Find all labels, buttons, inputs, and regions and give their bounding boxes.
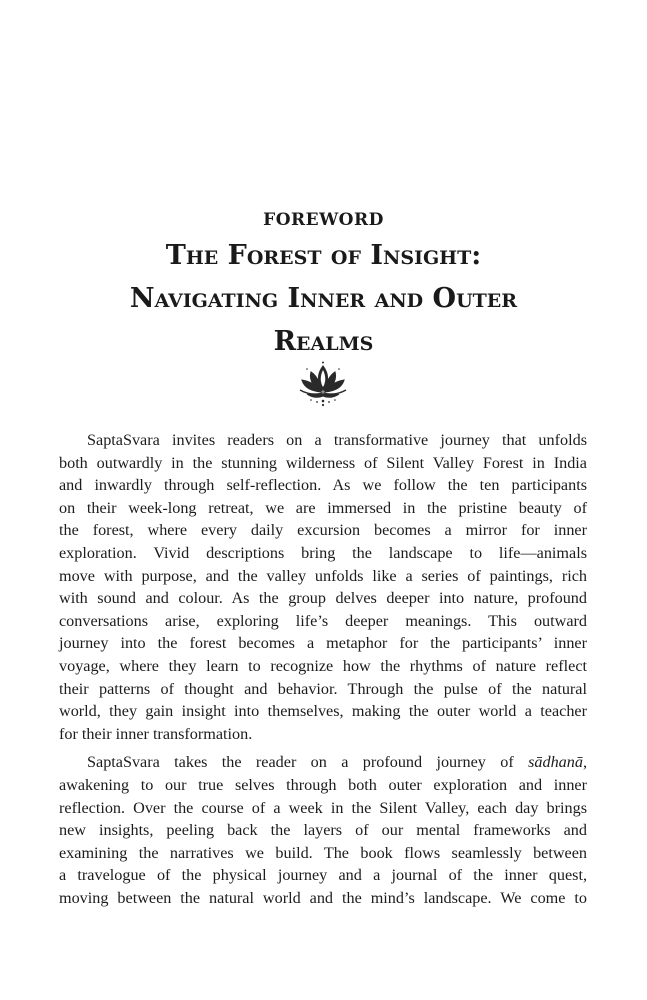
title-line-3: Realms	[273, 326, 374, 357]
text-line: conversations arise, exploring life’s deeper meanings. This outward	[59, 611, 587, 630]
section-label: FOREWORD	[263, 210, 384, 230]
text-line: SaptaSvara invites readers on a transformative journey that unfolds	[87, 431, 587, 449]
text-line: the forest, where every daily excursion becomes a mirror for inner	[59, 521, 587, 540]
chapter-title	[40, 234, 607, 363]
text-line: new insights, peeling back the layers of our mental frameworks and	[59, 821, 587, 840]
text-line: their patterns of thought and behavior. Through the pulse of the natural	[59, 679, 587, 698]
text-line	[59, 751, 587, 774]
text-line: move with purpose, and the valley unfolds like a series of paintings, rich	[59, 566, 587, 585]
text-line: exploration. Vivid descriptions bring the landscape to life—animals	[59, 543, 587, 562]
title-line-1: The Forest of Insight:	[165, 240, 482, 271]
text-line: on their week-long retreat, we are immersed in the pristine beauty of	[59, 498, 587, 517]
text-line: reflection. Over the course of a week in the Silent Valley, each day brings	[59, 798, 587, 817]
text-line: moving between the natural world and the mind’s landscape. We come to	[59, 888, 587, 907]
text-line: with sound and colour. As the group delves deeper into nature, profound	[59, 589, 587, 608]
text-line: for their inner transformation.	[59, 724, 253, 743]
text-line: voyage, where they learn to recognize how the rhythms of nature reflect	[59, 656, 587, 675]
paragraph-1	[59, 429, 587, 745]
body-text	[59, 429, 587, 915]
text-line: examining the narratives we build. The book flows seamlessly between	[59, 843, 587, 862]
lotus-ornament-icon	[297, 360, 349, 410]
text-line: awakening to our true selves through both outer exploration and inner	[59, 775, 587, 794]
title-line-2: Navigating Inner and Outer	[129, 283, 518, 314]
paragraph-2	[59, 751, 587, 909]
italic-term: sādhanā	[528, 753, 583, 772]
text-line: both outwardly in the stunning wilderness of Silent Valley Forest in India	[59, 453, 587, 472]
text-line: a travelogue of the physical journey and a journal of the inner quest,	[59, 866, 587, 885]
text-line: world, they gain insight into themselves, making the outer world a teacher	[59, 702, 587, 721]
text-run: ,	[582, 753, 587, 772]
text-line: and inwardly through self-reflection. As we follow the ten participants	[59, 476, 587, 495]
text-line: journey into the forest becomes a metaphor for the participants’ inner	[59, 634, 587, 653]
text-run: SaptaSvara takes the reader on a profound journey of	[87, 753, 529, 772]
